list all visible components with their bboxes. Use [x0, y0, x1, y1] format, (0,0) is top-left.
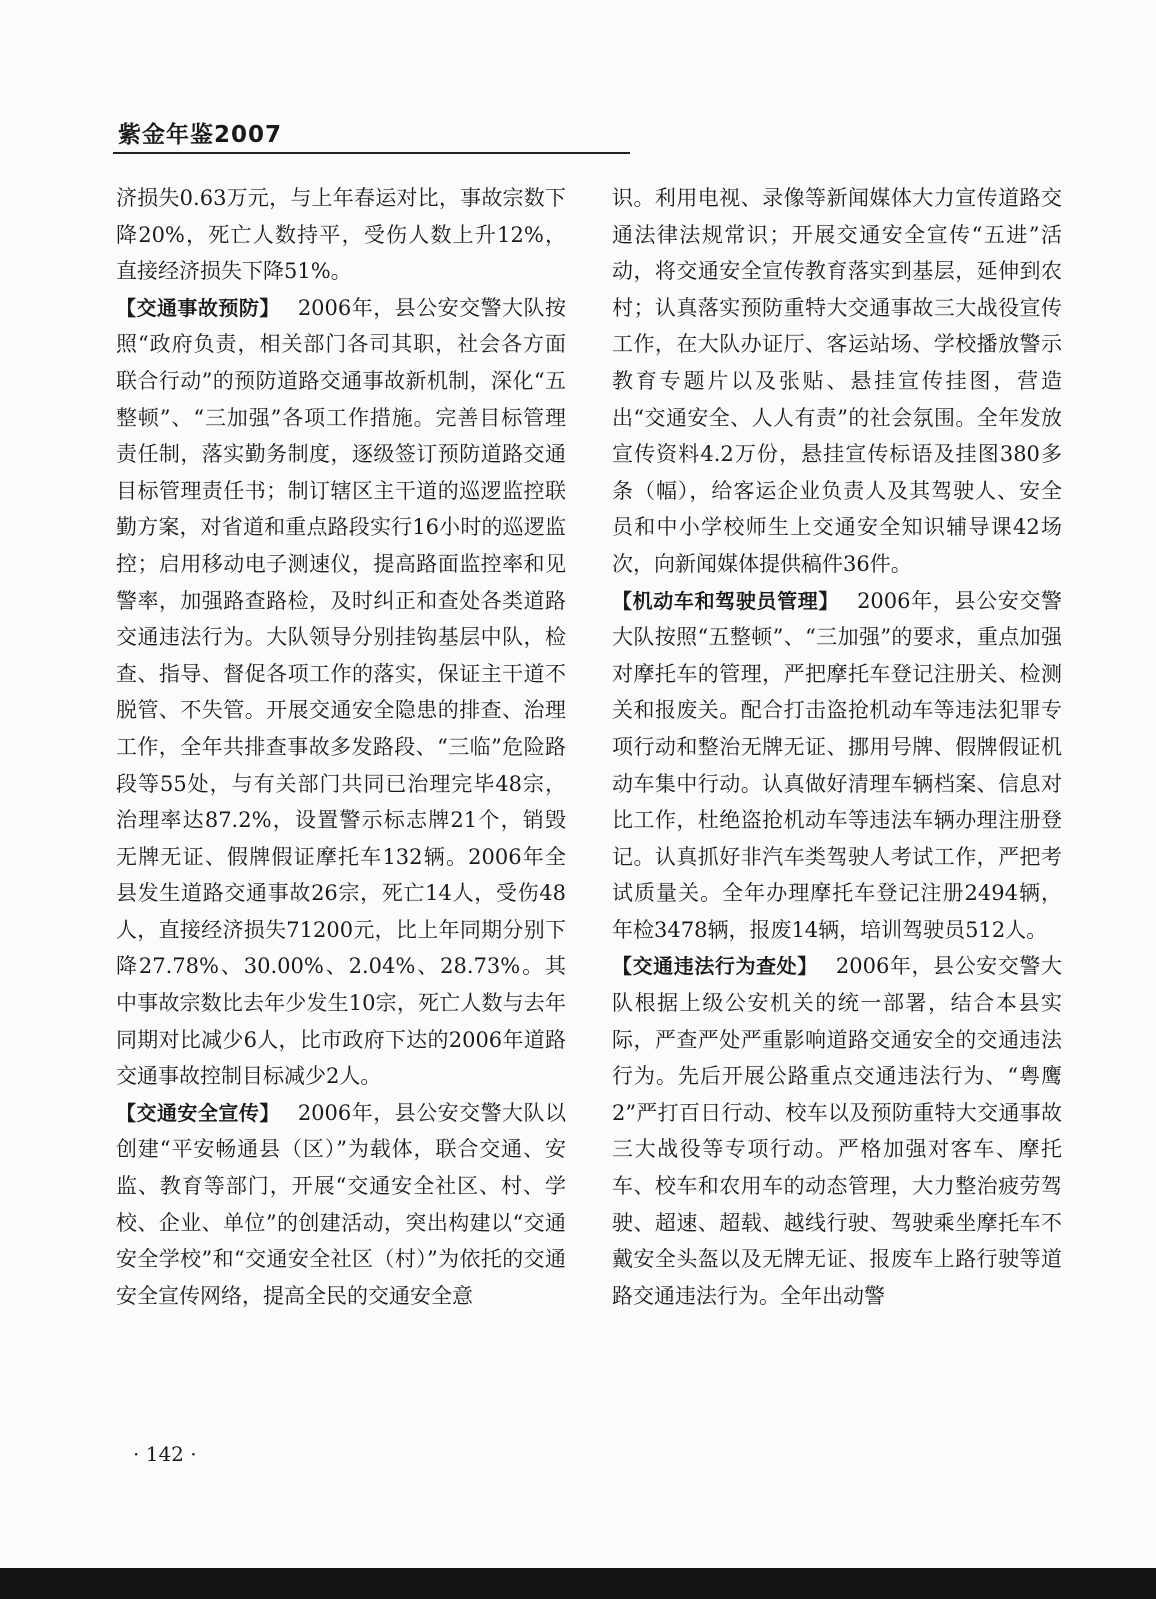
- scan-bottom-edge: [0, 1568, 1156, 1599]
- page-header-title: 紫金年鉴2007: [118, 122, 283, 148]
- section-traffic-violation-enforcement: [612, 948, 1062, 1314]
- section-body: 2006年，县公安交警大队按照“五整顿”、“三加强”的要求，重点加强对摩托车的管理，严把摩托车登记注册关、检测关和报废关。配合打击盗抢机动车等违法犯罪专项行动和整治无牌无证、挪用号牌、假牌假证机动车集中行动。认真做好清理车辆档案、信息对比工作，杜绝盗抢机动车等违法车辆办理注册登记。认真抓好非汽车类驾驶人考试工作，严把考试质量关。全年办理摩托车登记注册2494辆，年检3478辆，报废14辆，培训驾驶员512人。: [612, 588, 1062, 942]
- left-column: [116, 180, 566, 1314]
- section-vehicle-driver-management: [612, 583, 1062, 949]
- section-body: 2006年，县公安交警大队根据上级公安机关的统一部署，结合本县实际，严查严处严重影响道路交通安全的交通违法行为。先后开展公路重点交通违法行为、“粤鹰2”严打百日行动、校车以及预防重特大交通事故三大战役等专项行动。严格加强对客车、摩托车、校车和农用车的动态管理，大力整治疲劳驾驶、超速、超载、越线行驶、驾驶乘坐摩托车不戴安全头盔以及无牌无证、报废车上路行驶等道路交通违法行为。全年出动警: [612, 954, 1062, 1308]
- section-traffic-safety-publicity: [116, 1095, 566, 1315]
- section-title: 【交通违法行为查处】: [612, 954, 818, 979]
- section-title: 【机动车和驾驶员管理】: [612, 588, 840, 613]
- section-title: 【交通安全宣传】: [116, 1100, 280, 1125]
- section-traffic-accident-prevention: [116, 290, 566, 1095]
- right-column: [612, 180, 1062, 1314]
- header-rule: [113, 152, 630, 154]
- section-body: 2006年，县公安交警大队按照“政府负责，相关部门各司其职，社会各方面联合行动”的预防道路交通事故新机制，深化“五整顿”、“三加强”各项工作措施。完善目标管理责任制，落实勤务制度，逐级签订预防道路交通目标管理责任书；制订辖区主干道的巡逻监控联勤方案，对省道和重点路段实行16小时的巡逻监控；启用移动电子测速仪，提高路面监控率和见警率，加强路查路检，及时纠正和查处各类道路交通违法行为。大队领导分别挂钩基层中队，检查、指导、督促各项工作的落实，保证主干道不脱管、不失管。开展交通安全隐患的排查、治理工作，全年共排查事故多发路段、“三临”危险路段等55处，与有关部门共同已治理完毕48宗，治理率达87.2%，设置警示标志牌21个，销毁无牌无证、假牌假证摩托车132辆。2006年全县发生道路交通事故26宗，死亡14人，受伤48人，直接经济损失71200元，比上年同期分别下降27.78%、30.00%、2.04%、28.73%。其中事故宗数比去年少发生10宗，死亡人数与去年同期对比减少6人，比市政府下达的2006年道路交通事故控制目标减少2人。: [116, 295, 567, 1089]
- left-intro-paragraph: 济损失0.63万元，与上年春运对比，事故宗数下降20%，死亡人数持平，受伤人数上升12%，直接经济损失下降51%。: [116, 186, 566, 284]
- section-title: 【交通事故预防】: [116, 295, 280, 320]
- section-body: 2006年，县公安交警大队以创建“平安畅通县（区）”为载体，联合交通、安监、教育等部门，开展“交通安全社区、村、学校、企业、单位”的创建活动，突出构建以“交通安全学校”和“交通安全社区（村）”为依托的交通安全宣传网络，提高全民的交通安全意: [116, 1100, 567, 1308]
- page-number: · 142 ·: [133, 1442, 197, 1466]
- right-intro-paragraph: 识。利用电视、录像等新闻媒体大力宣传道路交通法律法规常识；开展交通安全宣传“五进”活动，将交通安全宣传教育落实到基层，延伸到农村；认真落实预防重特大交通事故三大战役宣传工作，在大队办证厅、客运站场、学校播放警示教育专题片以及张贴、悬挂宣传挂图，营造出“交通安全、人人有责”的社会氛围。全年发放宣传资料4.2万份，悬挂宣传标语及挂图380多条（幅），给客运企业负责人及其驾驶人、安全员和中小学校师生上交通安全知识辅导课42场次，向新闻媒体提供稿件36件。: [612, 186, 1062, 576]
